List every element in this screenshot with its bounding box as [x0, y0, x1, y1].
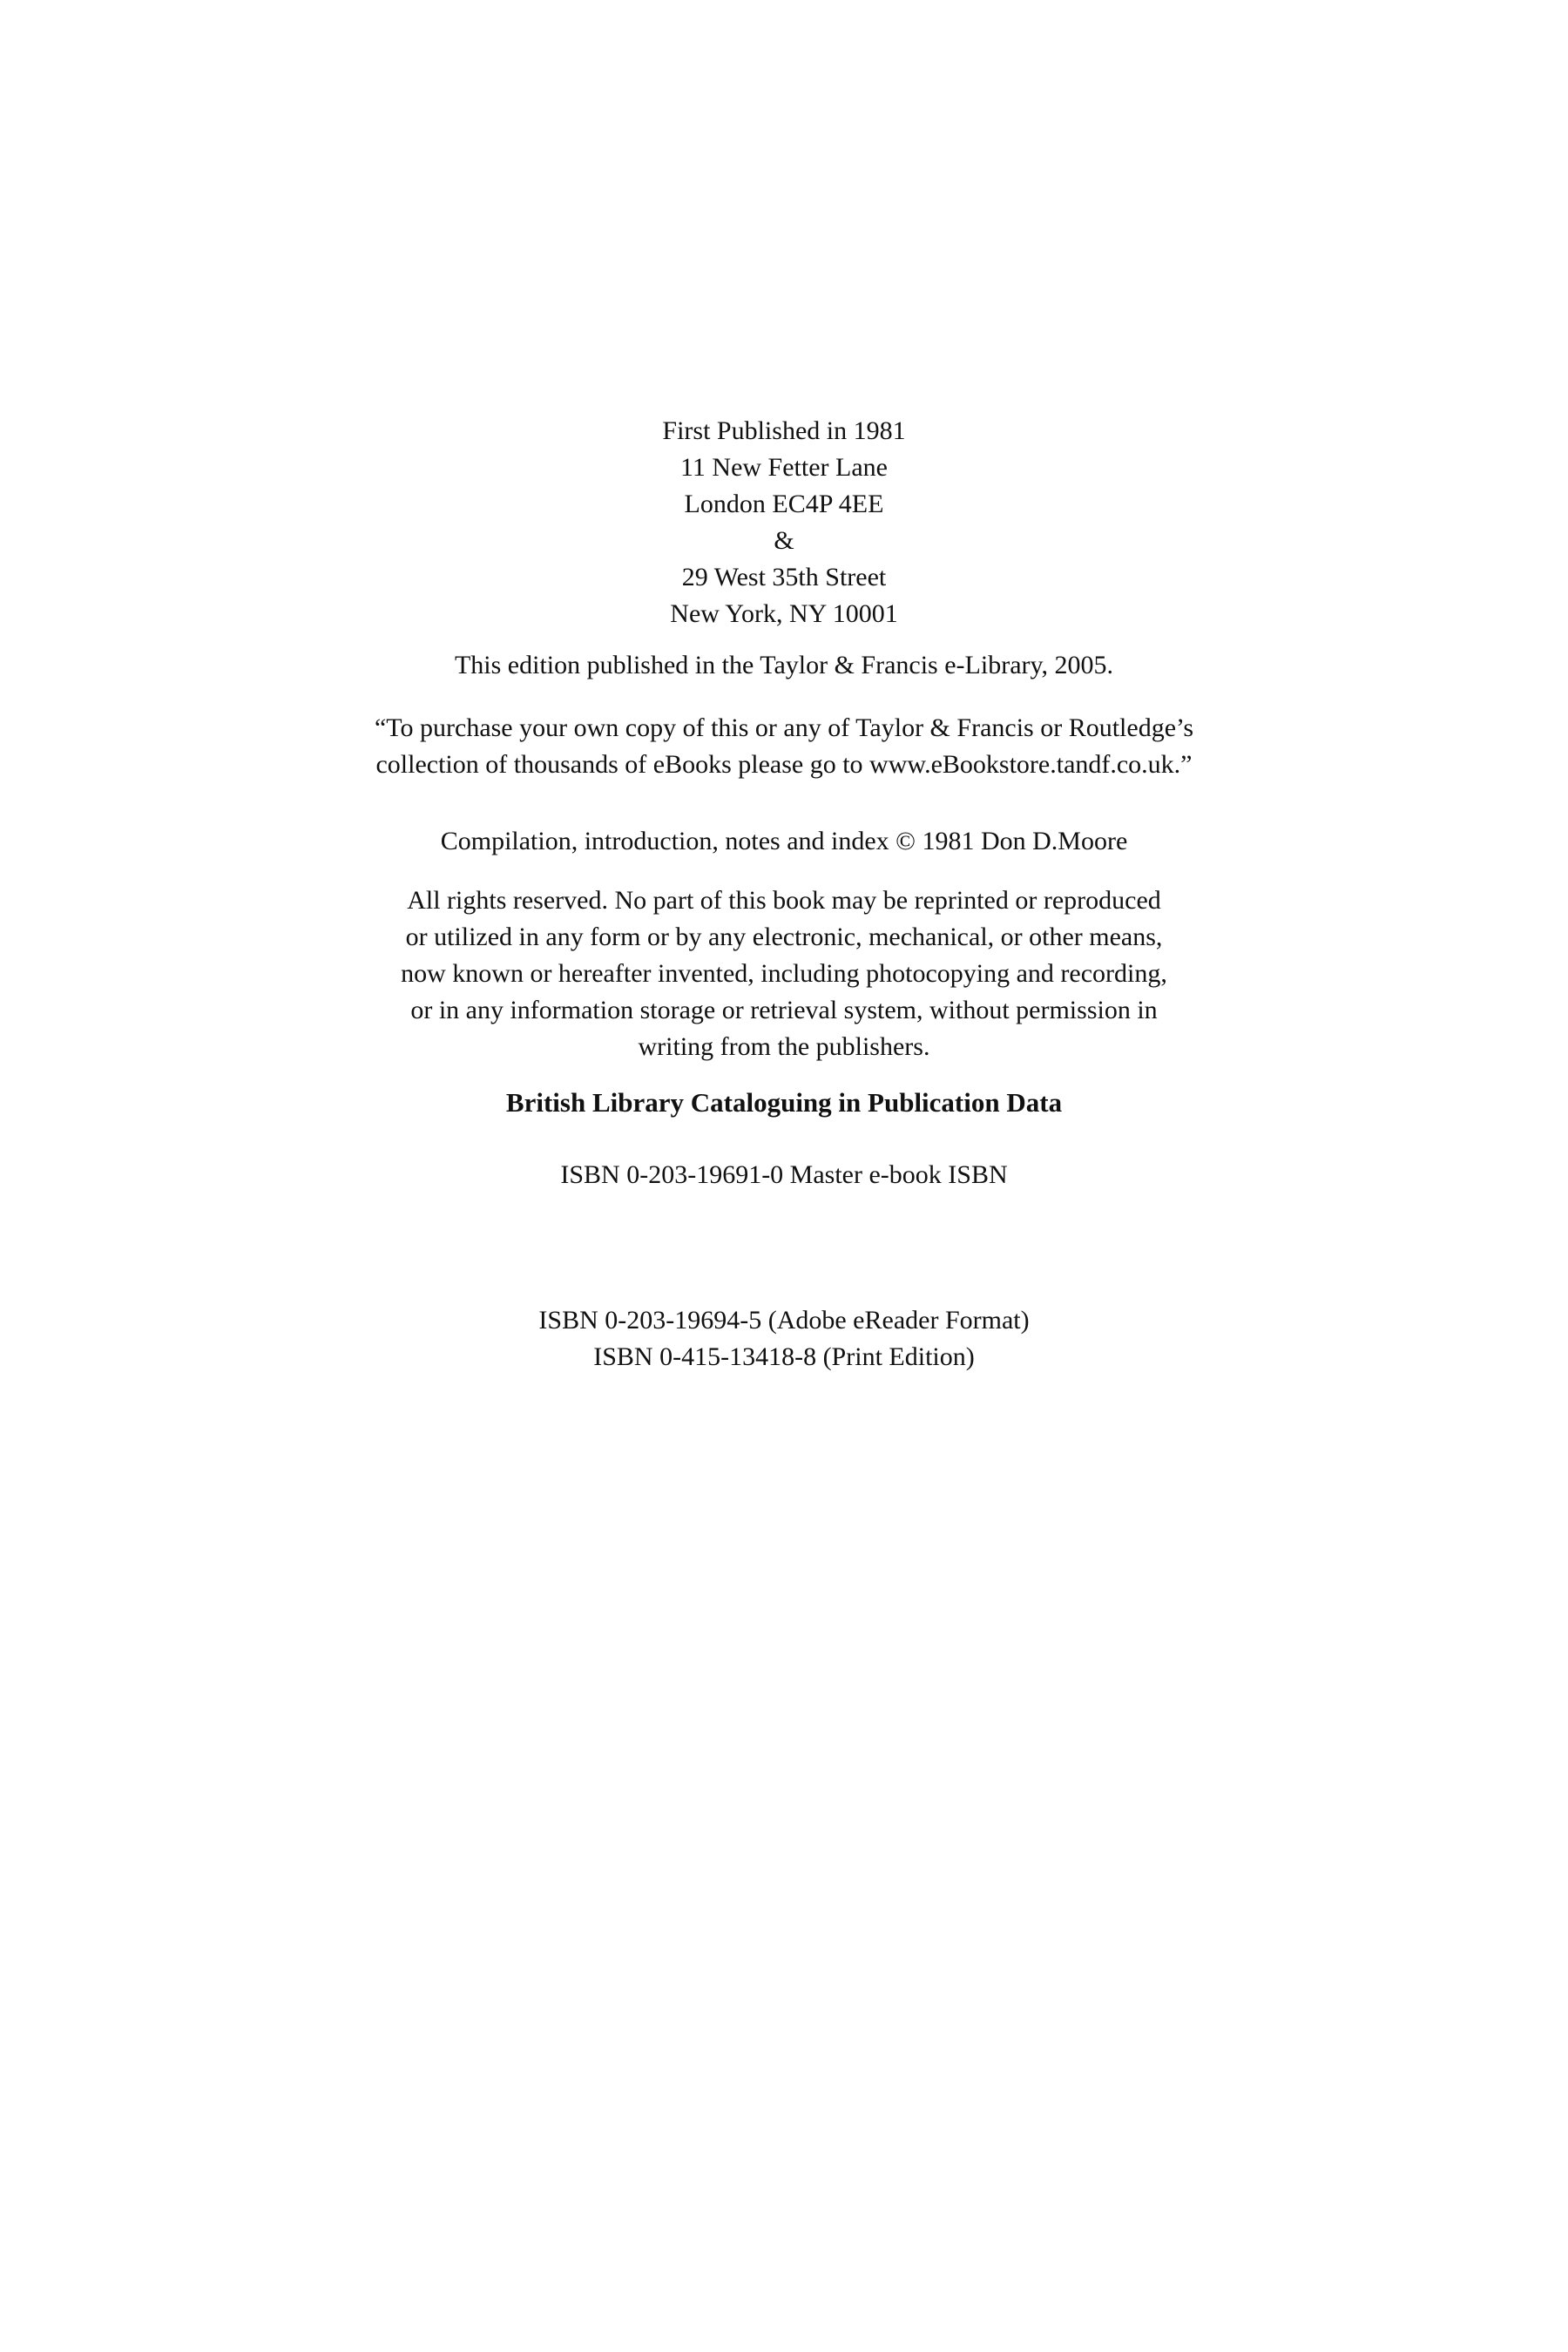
imprint-line: 29 West 35th Street [681, 563, 887, 591]
master-isbn [0, 1157, 1568, 1193]
master-isbn-text: ISBN 0-203-19691-0 Master e-book ISBN [560, 1160, 1008, 1189]
rights-note-line: or utilized in any form or by any electronic, mechanical, or other means, [405, 923, 1163, 951]
rights-note-line: or in any information storage or retrieval system, without permission in [410, 996, 1158, 1024]
purchase-note-line: “To purchase your own copy of this or any of Taylor & Francis or Routledge’s [374, 713, 1194, 742]
cataloguing-heading [0, 1085, 1568, 1121]
imprint-line: First Published in 1981 [662, 416, 906, 445]
rights-note [0, 882, 1568, 1065]
imprint-line: & [774, 526, 794, 555]
purchase-note-line: collection of thousands of eBooks please go to www.eBookstore.tandf.co.uk.” [375, 750, 1193, 779]
rights-note-line: writing from the publishers. [638, 1032, 930, 1061]
edition-note [0, 647, 1568, 684]
purchase-note [0, 710, 1568, 783]
isbn-line: ISBN 0-415-13418-8 (Print Edition) [593, 1342, 975, 1371]
imprint-block [0, 413, 1568, 632]
imprint-line: New York, NY 10001 [670, 599, 898, 628]
imprint-line: 11 New Fetter Lane [680, 453, 888, 482]
other-isbns [0, 1302, 1568, 1375]
copyright-note [0, 823, 1568, 860]
isbn-line: ISBN 0-203-19694-5 (Adobe eReader Format) [538, 1306, 1030, 1335]
edition-note-text: This edition published in the Taylor & Francis e-Library, 2005. [454, 651, 1114, 679]
rights-note-line: now known or hereafter invented, including photocopying and recording, [401, 959, 1167, 988]
copyright-note-text: Compilation, introduction, notes and index © 1981 Don D.Moore [440, 827, 1128, 855]
imprint-line: London EC4P 4EE [684, 490, 884, 518]
cataloguing-heading-text: British Library Cataloguing in Publication Data [505, 1087, 1063, 1118]
rights-note-line: All rights reserved. No part of this book may be reprinted or reproduced [407, 886, 1161, 915]
